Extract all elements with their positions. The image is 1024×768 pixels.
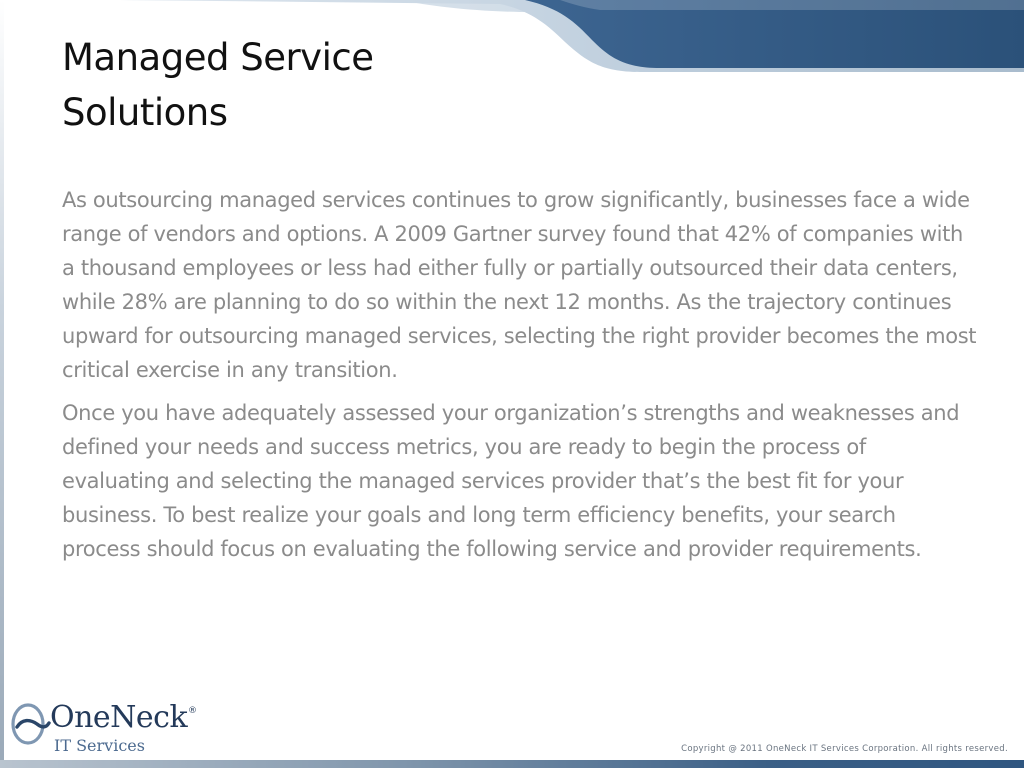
registered-mark: ® [188,706,197,716]
body-paragraph-2: Once you have adequately assessed your organization’s strengths and weaknesses and defined your needs and success metrics, you are ready to begin the process of evaluating and selecting the managed services provider that’s the best fit for your business. To best realize your goals and long term efficiency benefits, your search process should focus on evaluating the following service and provider requirements. [62,401,960,561]
slide-title-line-1: Managed Service [62,36,374,79]
logo-wordmark: OneNeck [50,700,188,735]
company-logo [8,698,208,760]
left-edge-rule [0,0,4,768]
body-paragraph-1: As outsourcing managed services continues to grow significantly, businesses face a wide range of vendors and options. A 2009 Gartner survey found that 42% of companies with a thousand employees or less had either fully or partially outsourced their data centers, while 28% are planning to do so within the next 12 months. As the trajectory continues upward for outsourcing managed services, selecting the right provider becomes the most critical exercise in any transition. [62,188,977,382]
slide-title [62,30,562,140]
slide-body [62,183,977,575]
neck-swirl-icon [8,700,52,750]
copyright-notice: Copyright @ 2011 OneNeck IT Services Corporation. All rights reserved. [681,744,1008,754]
footer-band [0,760,1024,768]
logo-tagline: IT Services [54,736,145,755]
slide-title-line-2: Solutions [62,91,228,134]
